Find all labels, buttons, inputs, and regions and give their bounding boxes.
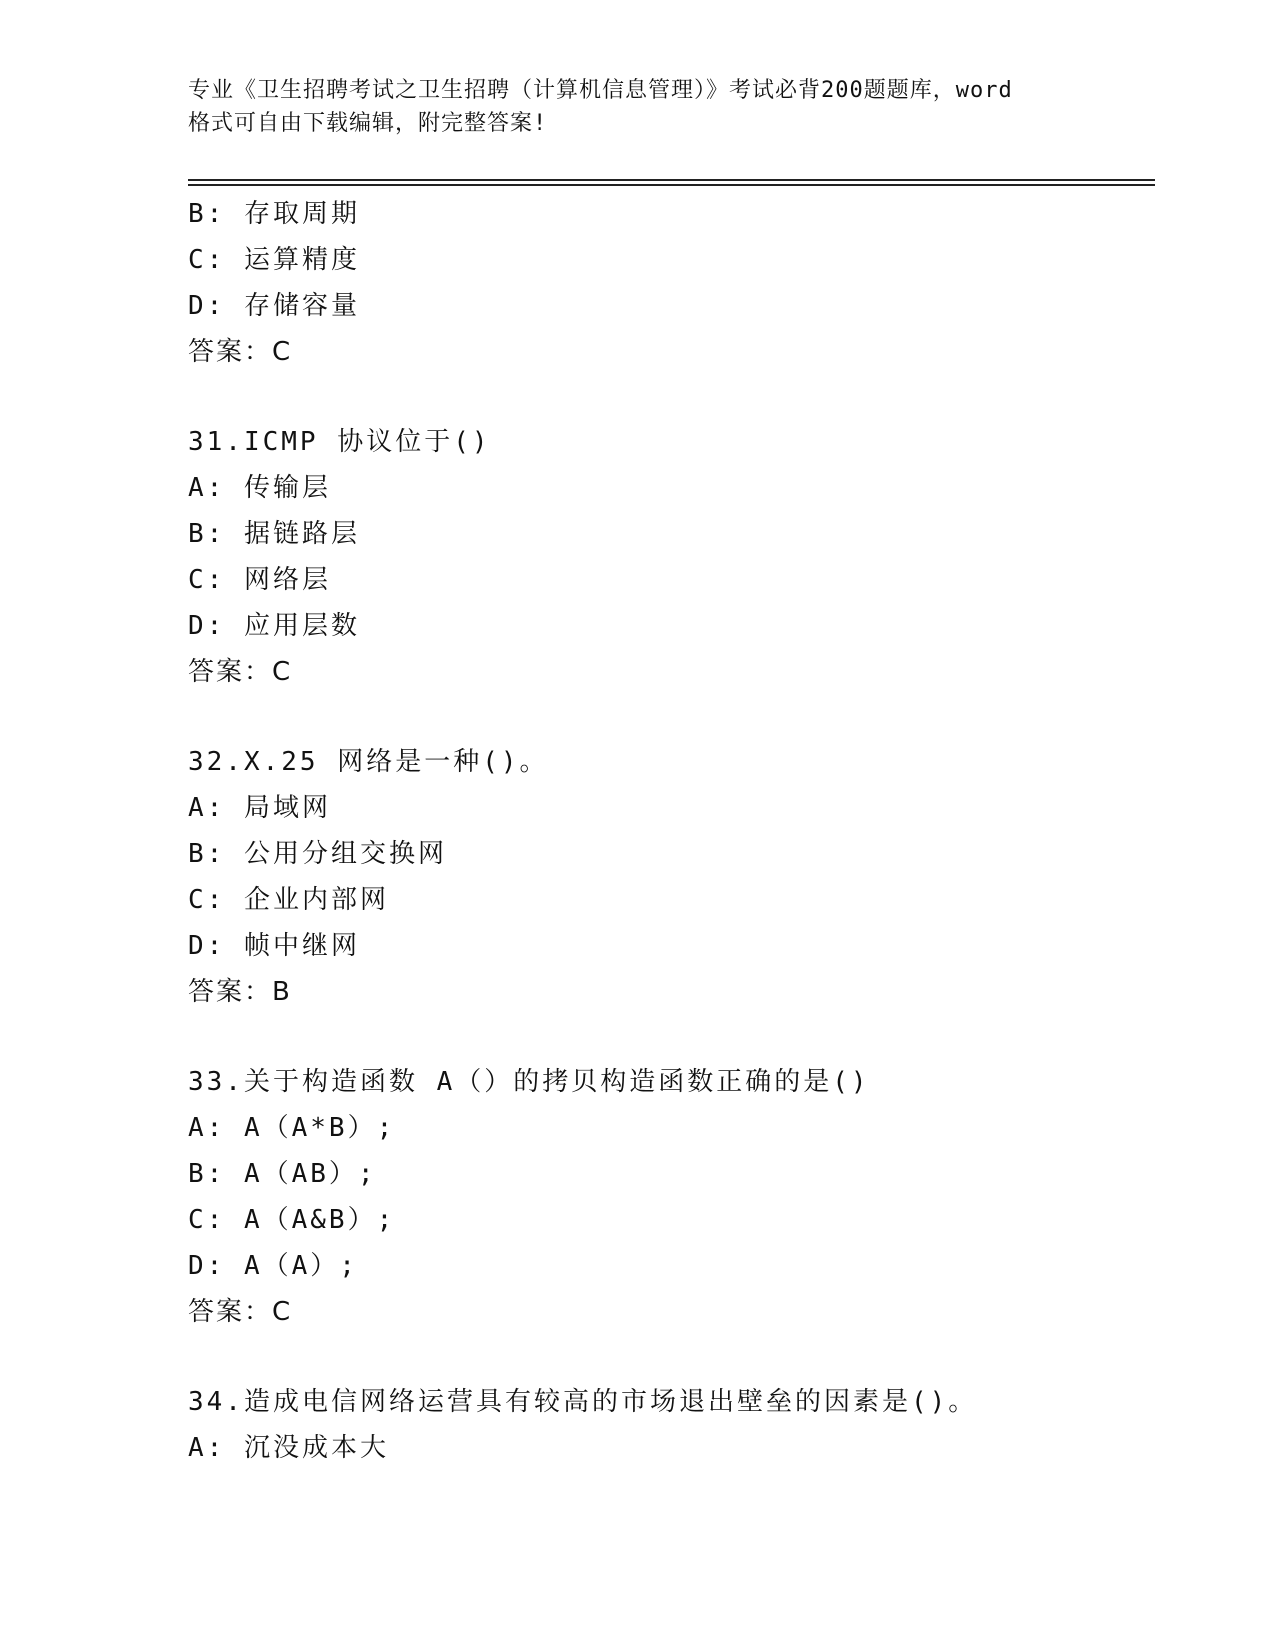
question-text: 32.X.25 网络是一种()。	[188, 747, 549, 777]
question-text: 31.ICMP 协议位于()	[188, 427, 491, 457]
option-c: C: A（A&B）;	[188, 1205, 396, 1235]
option-b: B: 公用分组交换网	[188, 839, 447, 869]
option-d: D: A（A）;	[188, 1251, 358, 1281]
option-c: C: 运算精度	[188, 245, 360, 275]
spacer	[188, 375, 1155, 419]
answer-line: 答案：B	[188, 977, 292, 1007]
answer-line: 答案：C	[188, 657, 293, 687]
option-d: D: 应用层数	[188, 611, 360, 641]
question-block-34	[188, 1379, 1155, 1471]
question-block-33	[188, 1059, 1155, 1335]
option-b: B: A（AB）;	[188, 1159, 377, 1189]
header-divider-top	[188, 179, 1155, 181]
option-a: A: 局域网	[188, 793, 331, 823]
document-header	[188, 74, 1088, 140]
header-divider-bottom	[188, 184, 1155, 186]
option-a: A: 传输层	[188, 473, 331, 503]
question-list	[188, 191, 1155, 1471]
answer-line: 答案：C	[188, 337, 293, 367]
option-c: C: 网络层	[188, 565, 331, 595]
option-c: C: 企业内部网	[188, 885, 389, 915]
option-a: A: 沉没成本大	[188, 1433, 389, 1463]
option-b: B: 据链路层	[188, 519, 360, 549]
spacer	[188, 1015, 1155, 1059]
answer-line: 答案：C	[188, 1297, 293, 1327]
question-block-31	[188, 419, 1155, 695]
question-text: 34.造成电信网络运营具有较高的市场退出壁垒的因素是()。	[188, 1387, 978, 1417]
header-line-2: 格式可自由下载编辑，附完整答案!	[188, 111, 548, 136]
option-d: D: 帧中继网	[188, 931, 360, 961]
option-d: D: 存储容量	[188, 291, 360, 321]
header-line-1: 专业《卫生招聘考试之卫生招聘（计算机信息管理）》考试必背200题题库，word	[188, 78, 1013, 103]
question-text: 33.关于构造函数 A（）的拷贝构造函数正确的是()	[188, 1067, 870, 1097]
spacer	[188, 695, 1155, 739]
spacer	[188, 1335, 1155, 1379]
question-block-32	[188, 739, 1155, 1015]
question-block-30	[188, 191, 1155, 375]
option-a: A: A（A*B）;	[188, 1113, 396, 1143]
option-b: B: 存取周期	[188, 199, 360, 229]
